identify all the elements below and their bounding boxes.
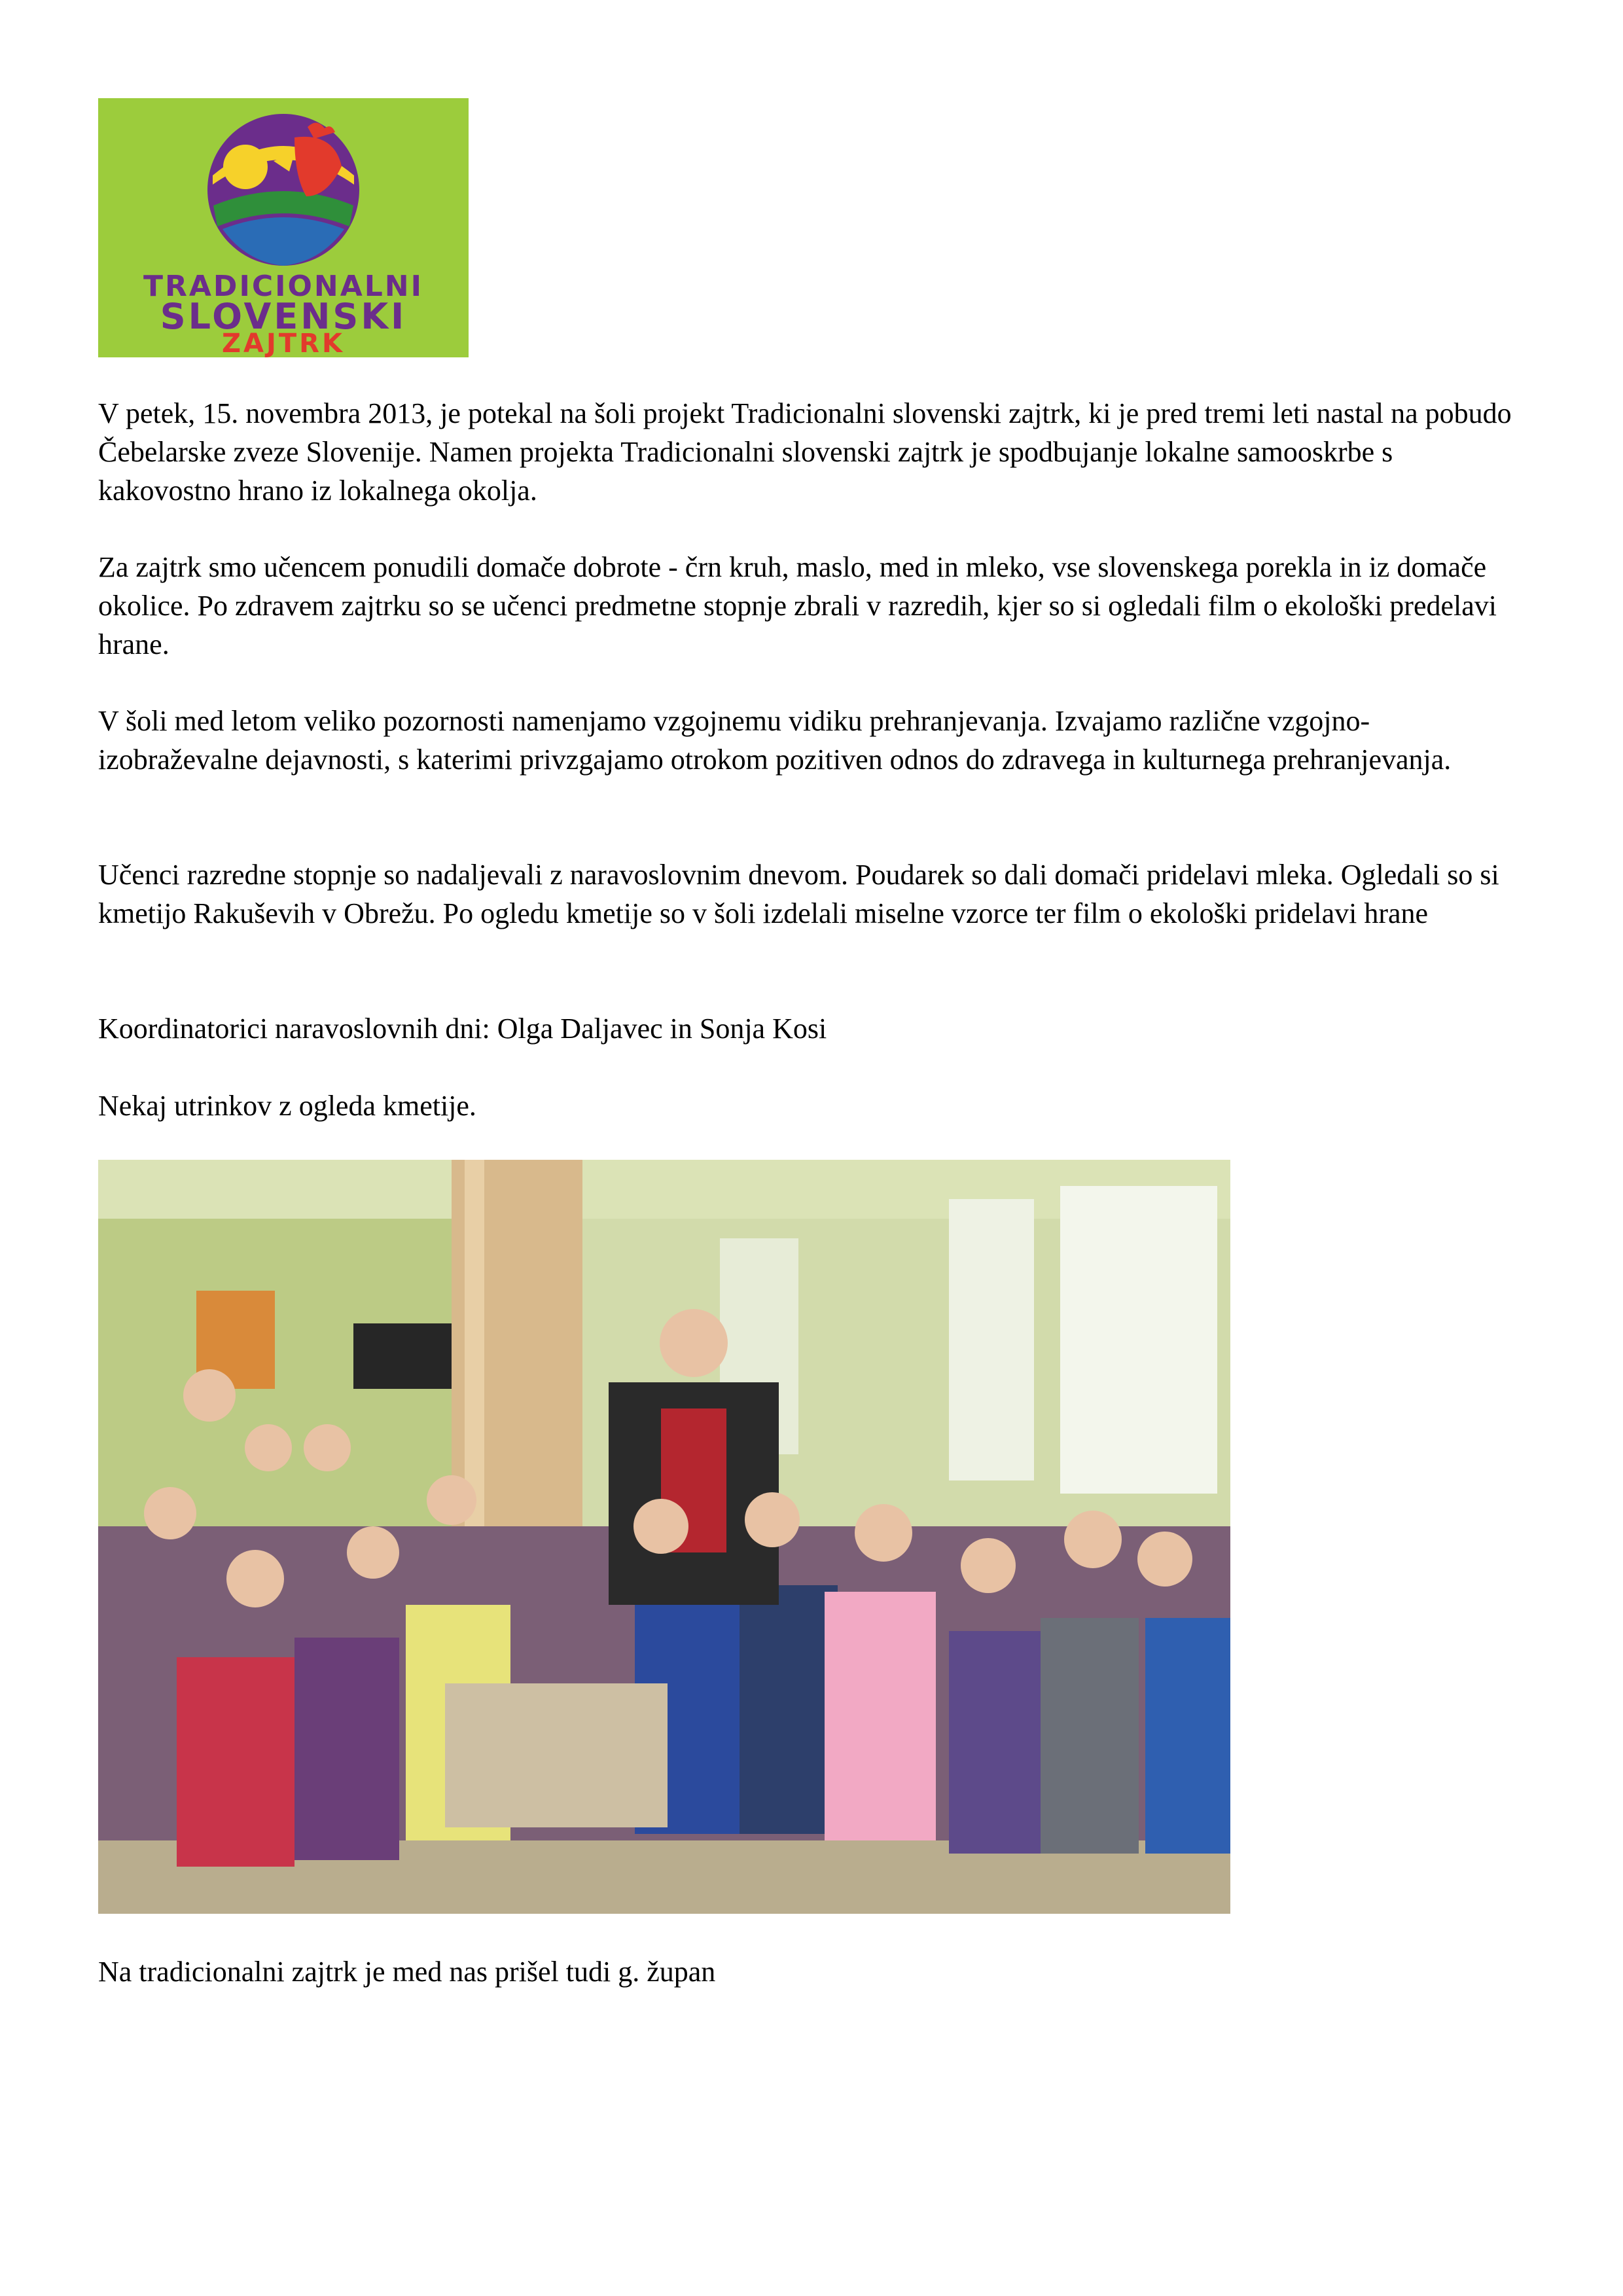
photo-caption: Na tradicionalni zajtrk je med nas prišel tudi g. župan [98,1956,716,1988]
logo-emblem-icon [207,114,359,266]
logo-line-3: ZAJTRK [222,329,345,357]
logo-line-2: SLOVENSKI [160,296,407,337]
tradicionalni-slovenski-zajtrk-logo [98,98,469,357]
logo-line-1: TRADICIONALNI [143,270,424,303]
paragraph-nature-day: Učenci razredne stopnje so nadaljevali z naravoslovnim dnevom. Poudarek so dali domači pridelavi mleka. Ogledali so si kmetijo Rakuševih v Obrežu. Po ogledu kmetije so v šoli izdelali miselne vzorce ter film o ekološki pridelavi hrane [98,859,1499,929]
paragraph-school-activities: V šoli med letom veliko pozornosti namenjamo vzgojnemu vidiku prehranjevanja. Izvajamo različne vzgojno-izobraževalne dejavnosti, s katerimi privzgajamo otrokom pozitiven odnos do zdravega in kulturnega prehranjevanja. [98,705,1452,776]
paragraph-intro: V petek, 15. novembra 2013, je potekal na šoli projekt Tradicionalni slovenski zajtrk, ki je pred tremi leti nastal na pobudo Čebelarske zveze Slovenije. Namen projekta Tradicionalni slovenski zajtrk je spodbujanje lokalne samooskrbe s kakovostno hrano iz lokalnega okolja. [98,397,1512,507]
paragraph-photo-intro: Nekaj utrinkov z ogleda kmetije. [98,1090,476,1122]
paragraph-breakfast: Za zajtrk smo učencem ponudili domače dobrote - črn kruh, maslo, med in mleko, vse slovenskega porekla in iz domače okolice. Po zdravem zajtrku so se učenci predmetne stopnje zbrali v razredih, kjer so si ogledali film o ekološki predelavi hrane. [98,551,1497,660]
group-photo [98,1160,1230,1914]
paragraph-coordinators: Koordinatorici naravoslovnih dni: Olga Daljavec in Sonja Kosi [98,1013,827,1045]
